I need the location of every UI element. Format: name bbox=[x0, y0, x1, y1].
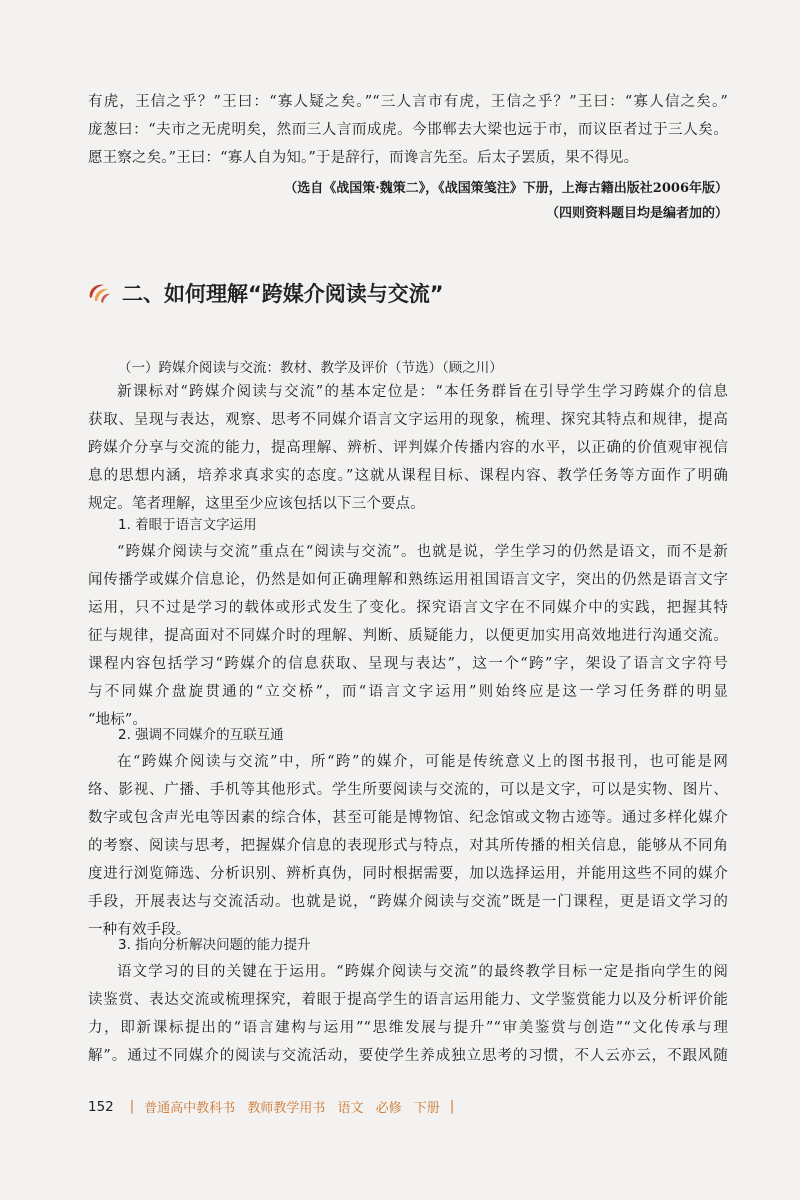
top-paragraph bbox=[88, 88, 728, 172]
text-line: 闻传播学或媒介信息论，仍然是如何正确理解和熟练运用祖国语言文字，突出的仍然是语言文字 bbox=[88, 572, 728, 588]
point-paragraph bbox=[88, 958, 728, 1070]
text-line: 的考察、阅读与思考，把握媒介信息的表现形式与特点，对其所传播的相关信息，能够从不同角 bbox=[88, 838, 728, 854]
text-line: 新课标对“跨媒介阅读与交流”的基本定位是：“本任务群旨在引导学生学习跨媒介的信息 bbox=[117, 384, 728, 400]
intro-paragraph bbox=[88, 378, 728, 518]
footer-divider: | bbox=[129, 1099, 135, 1114]
text-line: 获取、呈现与表达，观察、思考不同媒介语言文字运用的现象，梳理、探究其特点和规律，提高 bbox=[88, 412, 728, 428]
point-title: 3. 指向分析解决问题的能力提升 bbox=[118, 937, 311, 953]
footer-divider: | bbox=[449, 1099, 455, 1114]
text-line: 有虎，王信之乎？”王曰：“寡人疑之矣。”“三人言市有虎，王信之乎？”王曰：“寡人信之矣。” bbox=[88, 94, 728, 110]
section-title: 二、如何理解“跨媒介阅读与交流” bbox=[122, 282, 444, 306]
text-line: 征与规律，提高面对不同媒介时的理解、判断、质疑能力，以便更加实用高效地进行沟通交流。 bbox=[88, 628, 728, 644]
text-line: 语文学习的目的关键在于运用。“跨媒介阅读与交流”的最终教学目标一定是指向学生的阅 bbox=[117, 964, 728, 980]
text-line: 运用，只不过是学习的载体或形式发生了变化。探究语言文字在不同媒介中的实践，把握其特 bbox=[88, 600, 728, 616]
text-line: 读鉴赏、表达交流或梳理探究，着眼于提高学生的语言运用能力、文学鉴赏能力以及分析评价能 bbox=[88, 992, 728, 1008]
point-title: 1. 着眼于语言文字运用 bbox=[118, 517, 257, 533]
text-line: “跨媒介阅读与交流”重点在“阅读与交流”。也就是说，学生学习的仍然是语文，而不是新 bbox=[117, 544, 728, 560]
editor-note: （四则资料题目均是编者加的） bbox=[545, 206, 728, 221]
text-line: 在“跨媒介阅读与交流”中，所“跨”的媒介，可能是传统意义上的图书报刊，也可能是网 bbox=[117, 754, 728, 770]
text-line: 解”。通过不同媒介的阅读与交流活动，要使学生养成独立思考的习惯，不人云亦云，不跟风随 bbox=[88, 1048, 728, 1064]
source-note: （选自《战国策·魏策二》，《战国策笺注》下册，上海古籍出版社2006年版） bbox=[284, 181, 728, 196]
point-paragraph bbox=[88, 748, 728, 944]
text-line: 一种有效手段。 bbox=[88, 922, 191, 938]
book-title bbox=[144, 1097, 448, 1116]
text-line: 络、影视、广播、手机等其他形式。学生所要阅读与交流的，可以是文字，可以是实物、图片、 bbox=[88, 782, 728, 798]
section-swirl-icon bbox=[86, 280, 112, 306]
text-line: 数字或包含声光电等因素的综合体，甚至可能是博物馆、纪念馆或文物古迹等。通过多样化媒介 bbox=[88, 810, 728, 826]
section-heading bbox=[86, 276, 444, 310]
text-line: 愿王察之矣。”王曰：“寡人自为知。”于是辞行，而谗言先至。后太子罢质，果不得见。 bbox=[88, 150, 639, 166]
point-paragraph bbox=[88, 538, 728, 734]
page-number: 152 bbox=[88, 1098, 114, 1115]
subsection-title: （一）跨媒介阅读与交流：教材、教学及评价（节选）（顾之川） bbox=[118, 360, 503, 376]
point-title: 2. 强调不同媒介的互联互通 bbox=[118, 727, 284, 743]
text-line: 息的思想内涵，培养求真求实的态度。”这就从课程目标、课程内容、教学任务等方面作了明确 bbox=[88, 468, 728, 484]
text-line: 规定。笔者理解，这里至少应该包括以下三个要点。 bbox=[88, 496, 425, 512]
book-type: 教师教学用书 bbox=[247, 1101, 326, 1116]
book-series: 普通高中教科书 bbox=[144, 1101, 236, 1116]
text-line: 课程内容包括学习“跨媒介的信息获取、呈现与表达”，这一个“跨”字，架设了语言文字符号 bbox=[88, 656, 728, 672]
text-line: 力，即新课标提出的“语言建构与运用”“思维发展与提升”“审美鉴赏与创造”“文化传承与理 bbox=[88, 1020, 728, 1036]
text-line: 庞葱曰：“夫市之无虎明矣，然而三人言而成虎。今邯郸去大梁也远于市，而议臣者过于三人矣。 bbox=[88, 122, 728, 138]
book-level: 必修 bbox=[375, 1101, 402, 1116]
text-line: 手段，开展表达与交流活动。也就是说，“跨媒介阅读与交流”既是一门课程，更是语文学习的 bbox=[88, 894, 728, 910]
page-footer bbox=[88, 1097, 454, 1116]
text-line: 与不同媒介盘旋贯通的“立交桥”，而“语言文字运用”则始终应是这一学习任务群的明显 bbox=[88, 684, 728, 700]
text-line: 度进行浏览筛选、分析识别、辨析真伪，同时根据需要，加以选择运用，并能用这些不同的媒介 bbox=[88, 866, 728, 882]
book-volume: 下册 bbox=[413, 1101, 440, 1116]
text-line: 跨媒介分享与交流的能力，提高理解、辨析、评判媒介传播内容的水平，以正确的价值观审视信 bbox=[88, 440, 728, 456]
book-subject: 语文 bbox=[337, 1101, 364, 1116]
text-line: “地标”。 bbox=[88, 712, 148, 728]
